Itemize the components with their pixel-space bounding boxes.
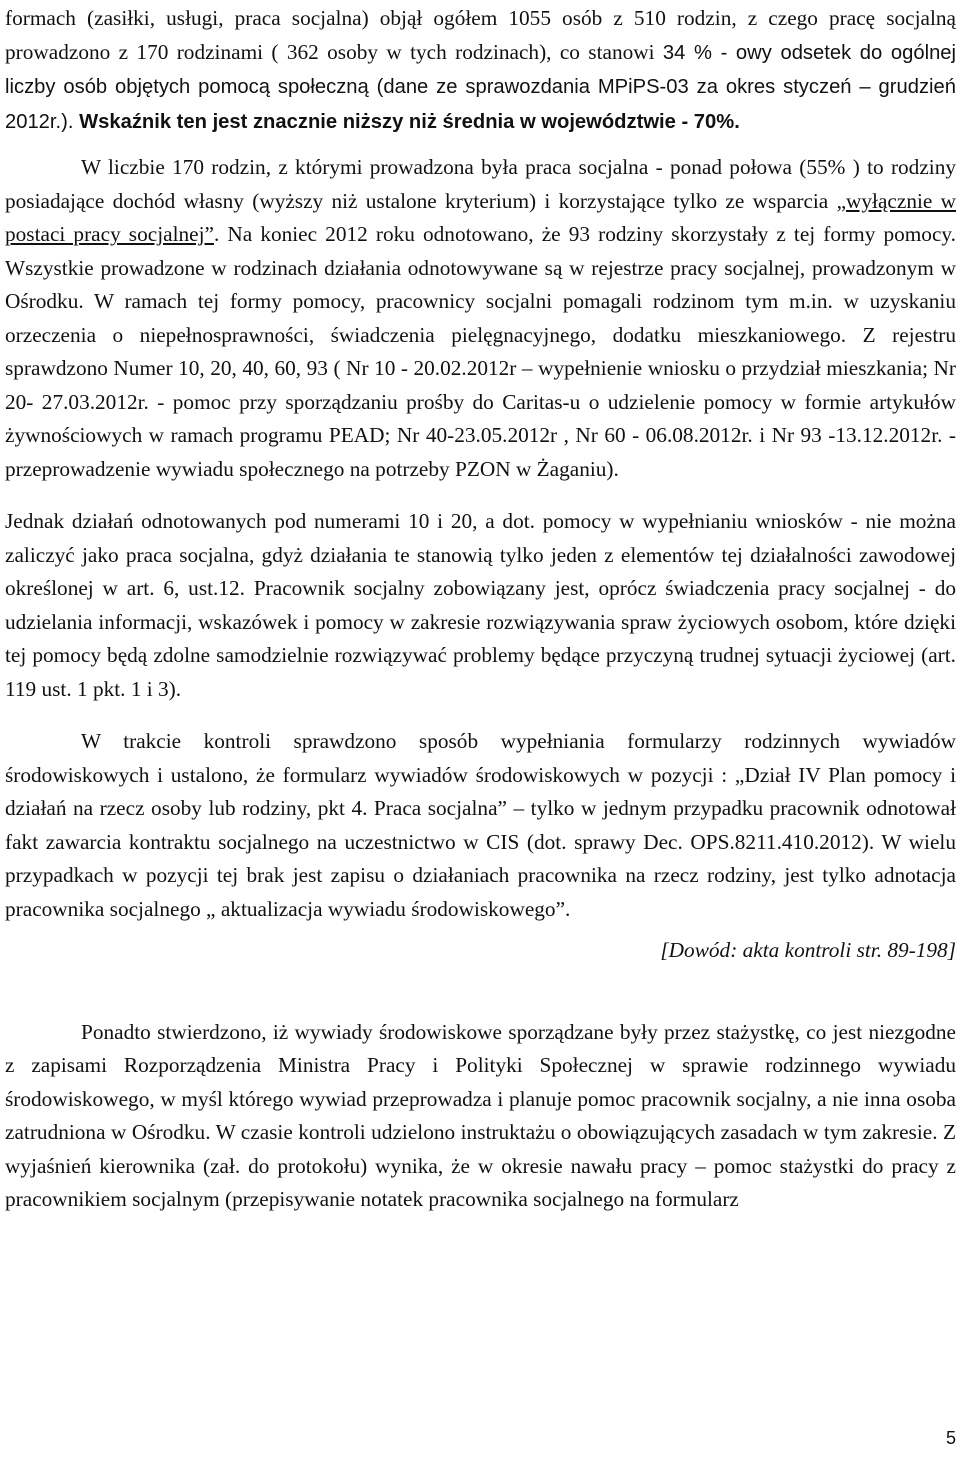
document-page: [5, 2, 956, 1217]
paragraph-social-work-families: [5, 151, 956, 486]
paragraph-intern-findings: Ponadto stwierdzono, iż wywiady środowiskowe sporządzane były przez stażystkę, co jest niezgodne z zapisami Rozporządzenia Ministra Pracy i Polityki Społecznej w sprawie rodzinnego wywiadu środowiskowego, w myśl którego wywiad przeprowadza i planuje pomoc pracownik socjalny, a nie inna osoba zatrudniona w Ośrodku. W czasie kontroli udzielono instruktażu o obowiązujących zasadach w tym zakresie. Z wyjaśnień kierownika (zał. do protokołu) wynika, że w okresie nawału pracy – pomoc stażystki do pracy z pracownikiem socjalnym (przepisywanie notatek pracownika socjalnego na formularz: [5, 1019, 956, 1211]
summary-bold-conclusion: Wskaźnik ten jest znacznie niższy niż średnia w województwie - 70%.: [79, 110, 740, 133]
page-number: 5: [945, 1428, 956, 1448]
summary-text: formach (zasiłki, usługi, praca socjalna) objął ogółem 1055 osób z 510 rodzin, z czego pracę socjalną prowadzono z 170 rodzinami ( 362 osoby w tych rodzinach), co stanowi: [5, 6, 956, 64]
underlined-quote: „wyłącznie w postaci pracy socjalnej”: [5, 188, 957, 246]
paragraph-actions-not-social-work: Jednak działań odnotowanych pod numerami 10 i 20, a dot. pomocy w wypełnianiu wniosków - nie można zaliczyć jako praca socjalna, gdyż działania te stanowią tylko jeden z elementów tej działalności zawodowej określonej w art. 6, ust.12. Pracownik socjalny zobowiązany jest, oprócz świadczenia pracy socjalnej - do udzielania informacji, wskazówek i pomocy w zakresie rozwiązywania spraw życiowych osobom, które dzięki tej pomocy będą zdolne samodzielnie rozwiązywać problemy będące przyczyną trudnej sytuacji życiowej (art. 119 ust. 1 pkt. 1 i 3).: [5, 509, 956, 701]
families-text-start: W liczbie 170 rodzin, z którymi prowadzona była praca socjalna - ponad połowa (55% ) to rodziny posiadające dochód własny (wyższy niż ustalone kryterium) i korzystające tylko ze wsparcia: [5, 155, 956, 213]
paragraph-interview-forms: W trakcie kontroli sprawdzono sposób wypełniania formularzy rodzinnych wywiadów środowiskowych i ustalono, że formularz wywiadów środowiskowych w pozycji : „Dział IV Plan pomocy i działań na rzecz osoby lub rodziny, pkt 4. Praca socjalna” – tylko w jednym przypadku pracownik odnotował fakt zawarcia kontraktu socjalnego na uczestnictwo w CIS (dot. sprawy Dec. OPS.8211.410.2012). W wielu przypadkach w pozycji tej brak jest zapisu o działaniach pracownika na rzecz rodziny, jest tylko adnotacja pracownika socjalnego „ aktualizacja wywiadu środowiskowego”.: [5, 729, 956, 921]
paragraph-summary: [5, 2, 956, 139]
evidence-reference: [Dowód: akta kontroli str. 89-198]: [660, 938, 956, 962]
families-text-end: . Na koniec 2012 roku odnotowano, że 93 rodziny skorzystały z tej formy pomocy. Wszystkie prowadzone w rodzinach działania odnotowywane są w rejestrze pracy socjalnej, prowadzonym w Ośrodku. W ramach tej formy pomocy, pracownicy socjalni pomagali rodzinom tym m.in. w uzyskaniu orzeczenia o niepełnosprawności, świadczenia pielęgnacyjnego, dodatku mieszkaniowego. Z rejestru sprawdzono Numer 10, 20, 40, 60, 93 ( Nr 10 - 20.02.2012r – wypełnienie wniosku o przydział mieszkania; Nr 20- 27.03.2012r. - pomoc przy sporządzaniu prośby do Caritas-u o udzielenie pomocy w formie artykułów żywnościowych w ramach programu PEAD; Nr 40-23.05.2012r , Nr 60 - 06.08.2012r. i Nr 93 -13.12.2012r. - przeprowadzenie wywiadu społecznego na potrzeby PZON w Żaganiu).: [5, 222, 956, 481]
summary-percentage-text: 34 % - owy odsetek do ogólnej liczby osób objętych pomocą społeczną (dane ze sprawozdania MPiPS-03 za okres styczeń – grudzień 2012r.).: [5, 41, 957, 133]
